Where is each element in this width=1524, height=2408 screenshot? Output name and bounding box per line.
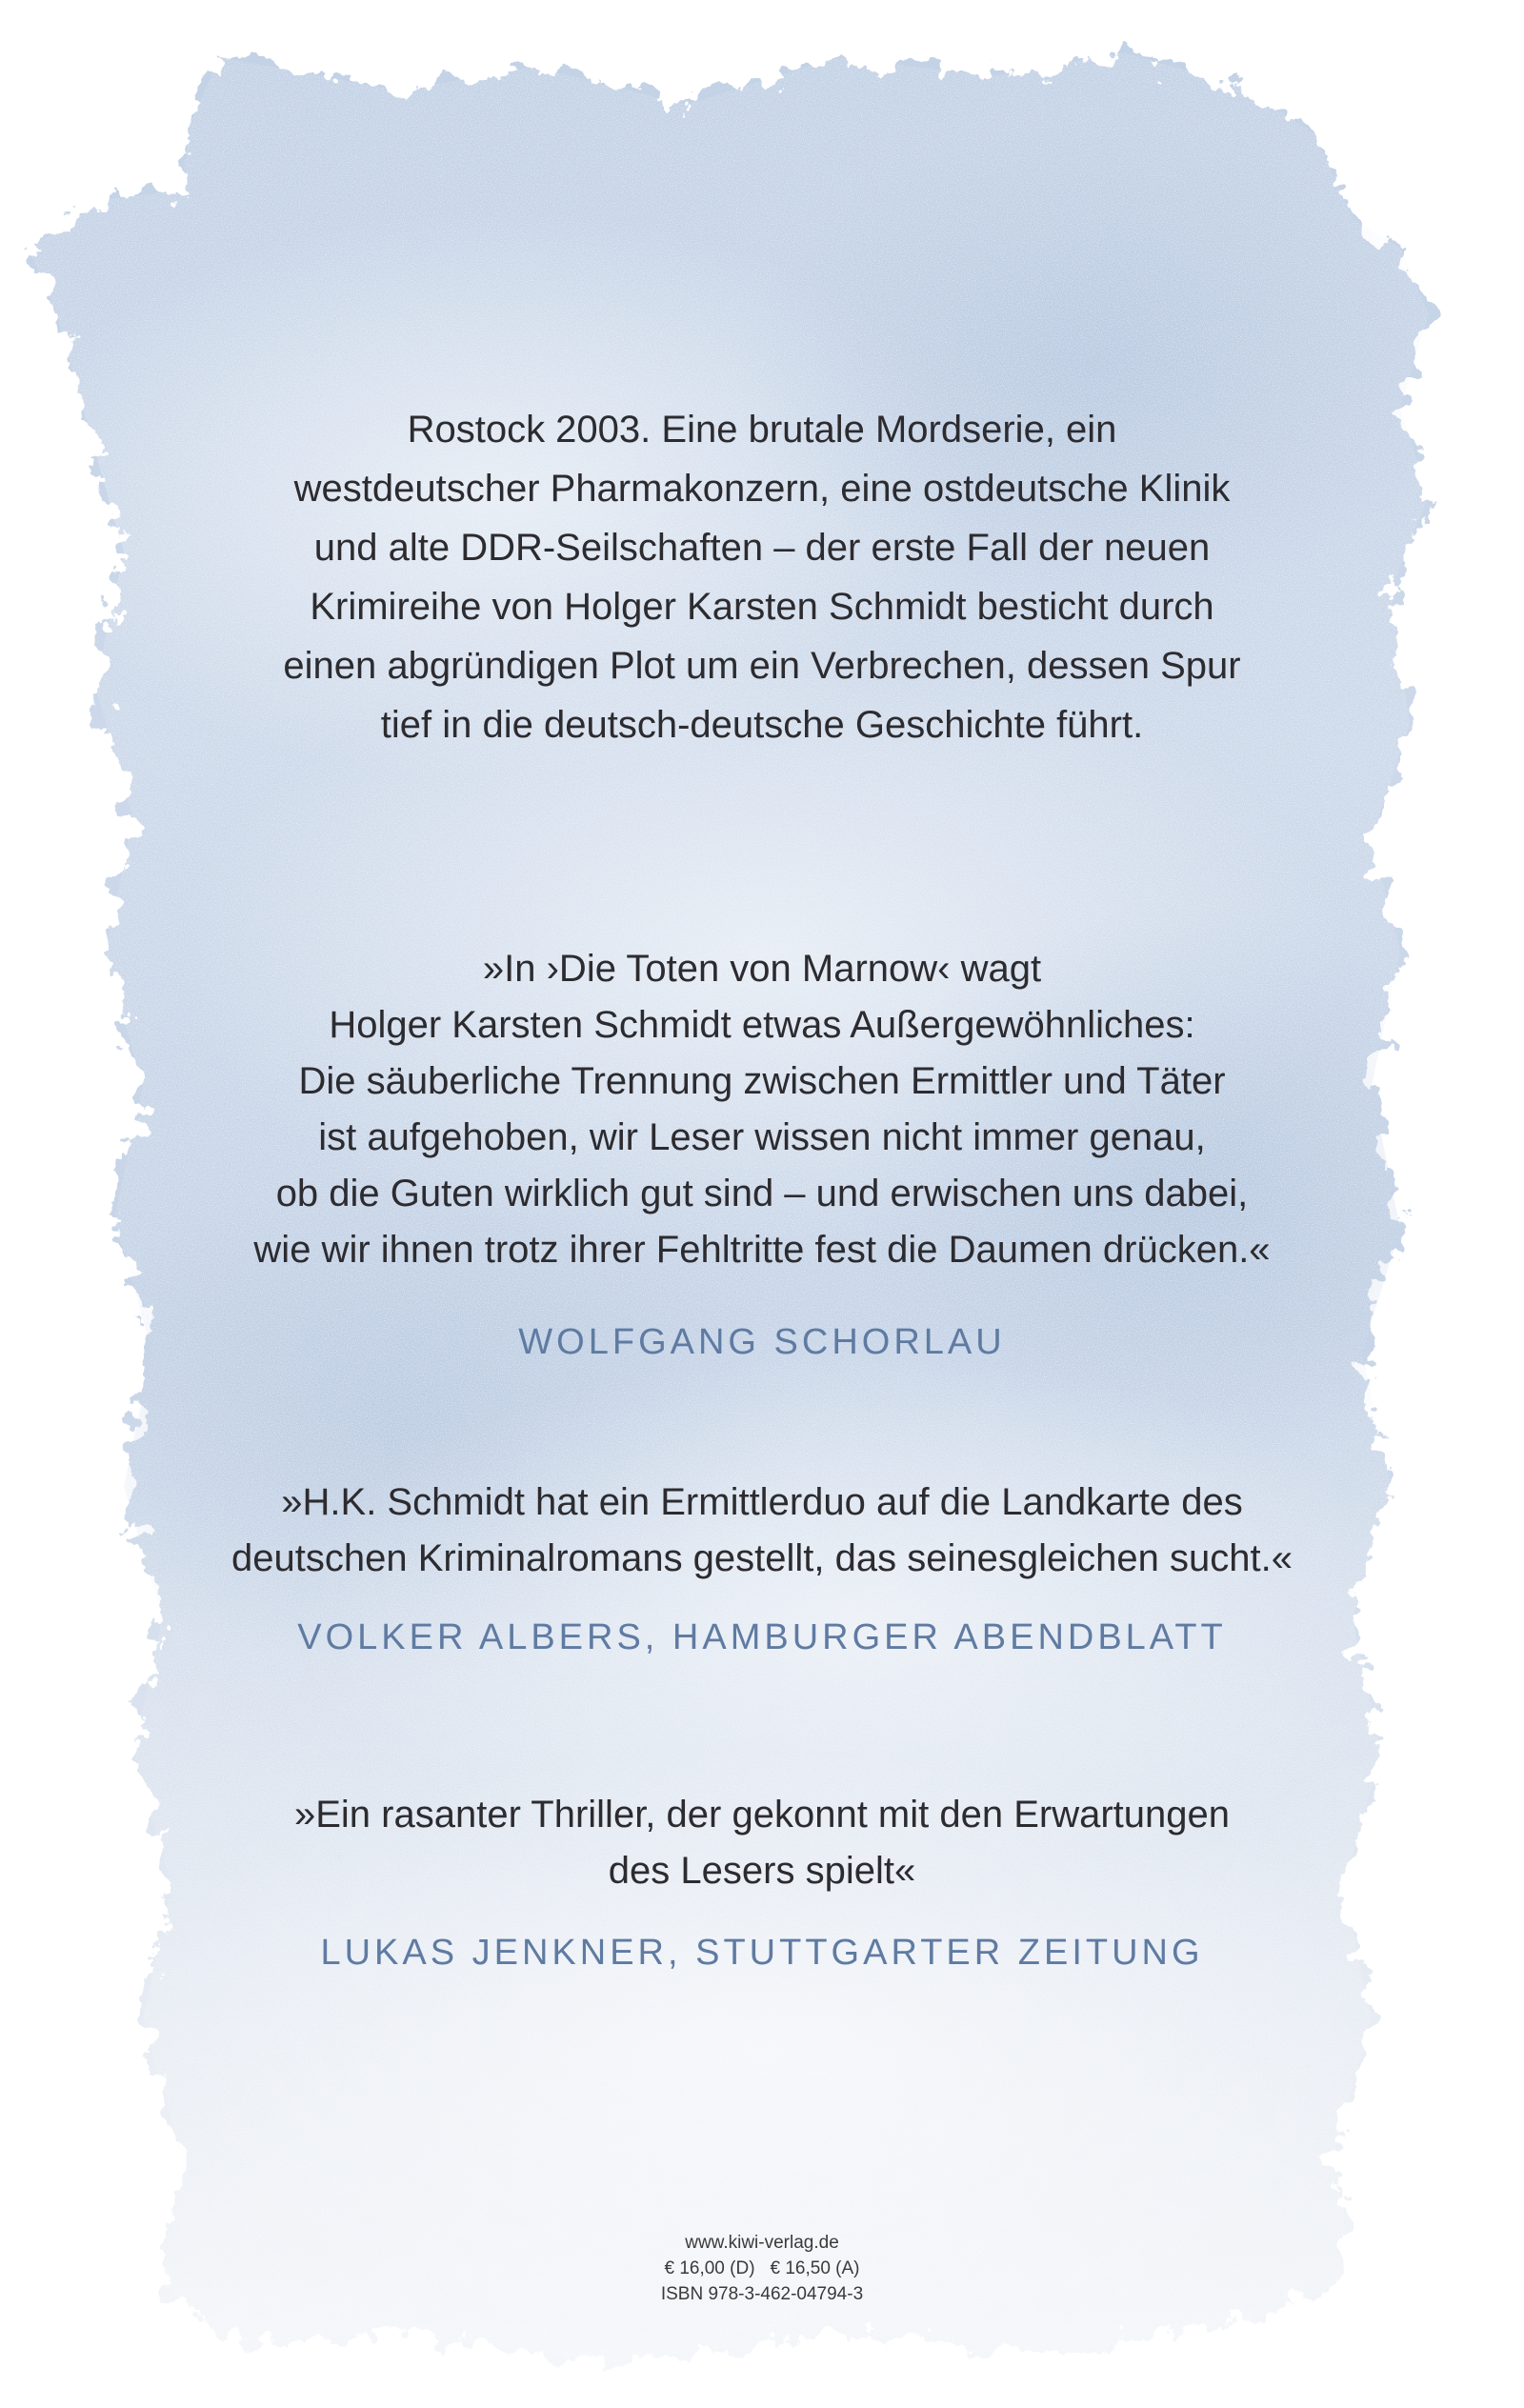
blurb-line: tief in die deutsch-deutsche Geschichte führt. xyxy=(380,704,1144,746)
quote-line: Die säuberliche Trennung zwischen Ermittler und Täter xyxy=(298,1060,1226,1102)
quote-line: ist aufgehoben, wir Leser wissen nicht immer genau, xyxy=(318,1116,1206,1158)
price-austria: € 16,50 (A) xyxy=(770,2258,860,2278)
quote-source: VOLKER ALBERS, HAMBURGER ABENDBLATT xyxy=(297,1617,1227,1657)
review-quote-jenkner xyxy=(114,1787,1410,1899)
publisher-website: www.kiwi-verlag.de xyxy=(685,2233,839,2253)
quote-line: wie wir ihnen trotz ihrer Fehltritte fest die Daumen drücken.« xyxy=(253,1229,1271,1271)
price-germany: € 16,00 (D) xyxy=(664,2258,755,2278)
blurb-line: und alte DDR-Seilschaften – der erste Fall der neuen xyxy=(313,527,1211,569)
quote-line: »In ›Die Toten von Marnow‹ wagt xyxy=(482,948,1042,990)
review-quote-schorlau xyxy=(114,941,1410,1278)
blurb-line: einen abgründigen Plot um ein Verbrechen, dessen Spur xyxy=(283,645,1241,687)
price-line xyxy=(591,2256,933,2281)
publisher-imprint xyxy=(591,2230,933,2307)
blurb-line: Rostock 2003. Eine brutale Mordserie, ein xyxy=(407,409,1117,451)
quote-source: LUKAS JENKNER, STUTTGARTER ZEITUNG xyxy=(320,1933,1204,1973)
quote-line: ob die Guten wirklich gut sind – und erwischen uns dabei, xyxy=(275,1173,1249,1214)
quote-line: des Lesers spielt« xyxy=(608,1850,916,1892)
blurb-line: westdeutscher Pharmakonzern, eine ostdeutsche Klinik xyxy=(293,468,1231,510)
quote-line: »Ein rasanter Thriller, der gekonnt mit den Erwartungen xyxy=(293,1794,1230,1836)
blurb-line: Krimireihe von Holger Karsten Schmidt besticht durch xyxy=(310,586,1214,628)
quote-line: deutschen Kriminalromans gestellt, das seinesgleichen sucht.« xyxy=(231,1537,1293,1579)
book-blurb xyxy=(171,400,1353,754)
quote-source: WOLFGANG SCHORLAU xyxy=(518,1322,1006,1362)
isbn: ISBN 978-3-462-04794-3 xyxy=(660,2284,864,2304)
quote-line: Holger Karsten Schmidt etwas Außergewöhnliches: xyxy=(329,1004,1195,1046)
review-quote-albers xyxy=(114,1475,1410,1587)
quote-line: »H.K. Schmidt hat ein Ermittlerduo auf die Landkarte des xyxy=(281,1481,1243,1523)
